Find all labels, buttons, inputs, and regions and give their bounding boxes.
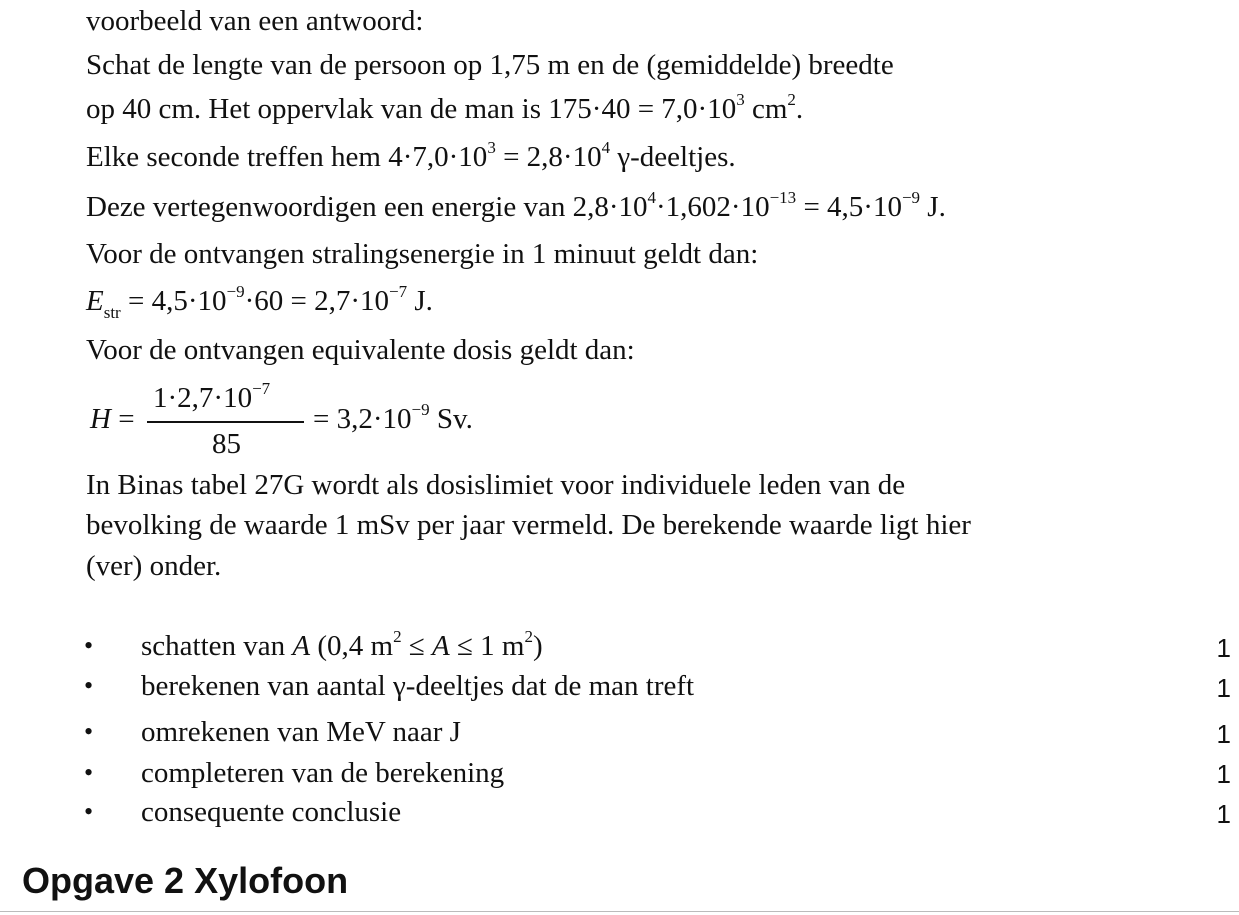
next-exercise-heading: Opgave 2 Xylofoon [22, 860, 349, 901]
criterion-2: berekenen van aantal γ-deeltjes dat de man treft [141, 670, 695, 702]
bullet-icon: • [84, 758, 94, 787]
bullet-icon: • [84, 797, 94, 826]
criterion-4-score: 1 [1216, 759, 1231, 789]
bullet-icon: • [84, 717, 94, 746]
bullet-icon: • [84, 671, 94, 700]
criterion-3: omrekenen van MeV naar J [141, 716, 461, 748]
criterion-1: schatten van A (0,4 $m^2 \le A \le 1$ $m^2$) [141, 627, 543, 662]
binas-line-3: (ver) onder. [86, 550, 222, 582]
criterion-1-score: 1 [1216, 633, 1231, 663]
binas-line-2: bevolking de waarde 1 mSv per jaar vermeld. De berekende waarde ligt hier [86, 509, 971, 541]
fraction-bar [147, 421, 304, 423]
intro-line: voorbeeld van een antwoord: [86, 5, 424, 37]
estr-equation: $E_{str} = 4,5\cdot 10^{-9}\cdot 60 = 2,7\cdot 10^{-7}$ J. [86, 282, 433, 322]
dose-numerator: $1\cdot 2,7\cdot 10^{-7}$ [153, 379, 271, 414]
binas-line-1: In Binas tabel 27G wordt als dosislimiet voor individuele leden van de [86, 469, 906, 501]
minute-line: Voor de ontvangen stralingsenergie in 1 minuut geldt dan: [86, 238, 759, 270]
criterion-2-score: 1 [1216, 673, 1231, 703]
hits-line: Elke seconde treffen hem $4\cdot 7,0\cdot 10^3 = 2,8\cdot 10^4$ γ-deeltjes. [86, 138, 736, 173]
criterion-5: consequente conclusie [141, 796, 402, 828]
estimate-line-2: op 40 cm. Het oppervlak van de man is $175\cdot 40 = 7,0\cdot 10^3$ $cm^2$. [86, 90, 804, 125]
divider [0, 911, 1239, 912]
criterion-5-score: 1 [1216, 799, 1231, 829]
dose-line: Voor de ontvangen equivalente dosis geldt dan: [86, 334, 635, 366]
criterion-4: completeren van de berekening [141, 757, 505, 789]
estimate-line-1: Schat de lengte van de persoon op 1,75 m en de (gemiddelde) breedte [86, 49, 894, 81]
energy-line: Deze vertegenwoordigen een energie van $2,8\cdot 10^4\cdot 1,602\cdot 10^{-13} = 4,5\cdot 10^{-9}$ J. [86, 188, 946, 223]
criterion-3-score: 1 [1216, 719, 1231, 749]
bullet-icon: • [84, 631, 94, 660]
dose-denominator: 85 [212, 428, 241, 460]
dose-result: = $3,2\cdot 10^{-9}$ Sv. [313, 400, 473, 435]
